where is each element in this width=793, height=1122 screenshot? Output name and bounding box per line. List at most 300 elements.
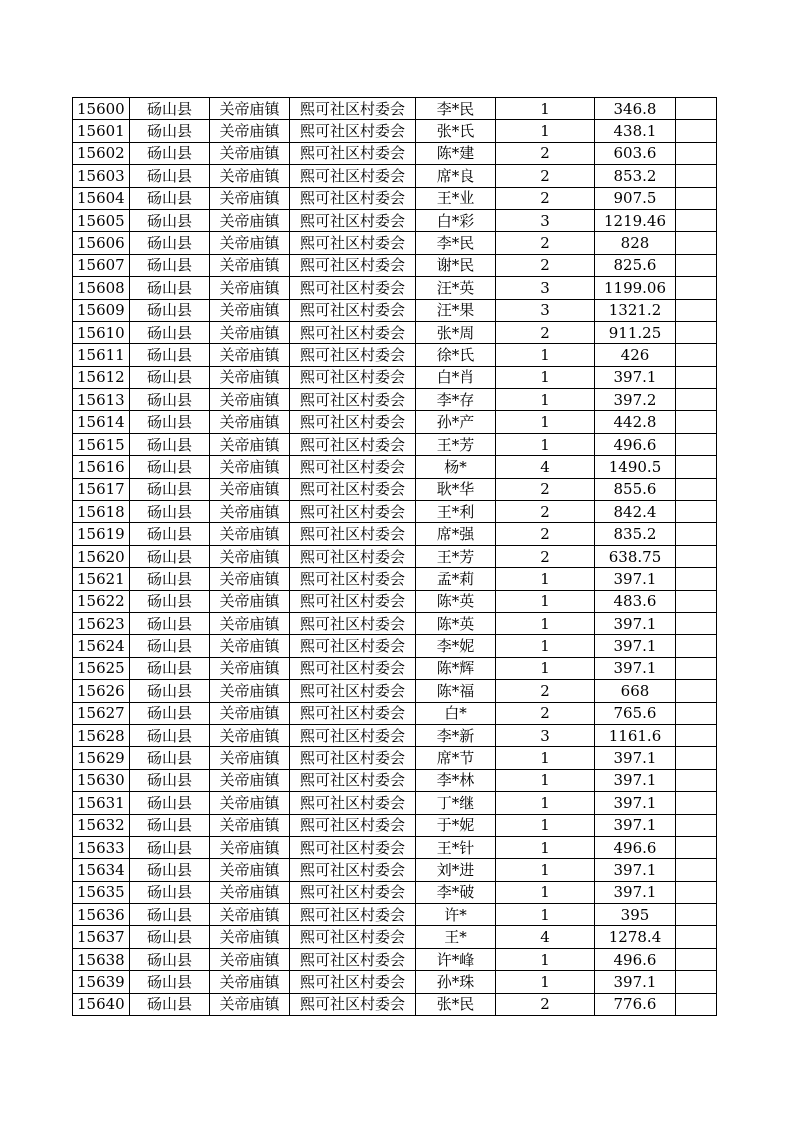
county-cell: 砀山县 xyxy=(130,993,210,1015)
town-cell: 关帝庙镇 xyxy=(210,680,290,702)
record-id-cell: 15624 xyxy=(73,635,130,657)
table-row xyxy=(73,433,717,455)
household-count-cell: 1 xyxy=(496,769,595,791)
household-count-cell: 1 xyxy=(496,366,595,388)
county-cell: 砀山县 xyxy=(130,747,210,769)
record-id-cell: 15621 xyxy=(73,568,130,590)
table-row xyxy=(73,814,717,836)
table-row xyxy=(73,747,717,769)
table-row xyxy=(73,590,717,612)
name-cell: 王* xyxy=(416,926,496,948)
note-cell xyxy=(676,344,717,366)
town-cell: 关帝庙镇 xyxy=(210,366,290,388)
village-cell: 熙可社区村委会 xyxy=(290,209,416,231)
record-id-cell: 15627 xyxy=(73,702,130,724)
town-cell: 关帝庙镇 xyxy=(210,612,290,634)
name-cell: 谢*民 xyxy=(416,254,496,276)
household-count-cell: 3 xyxy=(496,277,595,299)
table-row xyxy=(73,881,717,903)
note-cell xyxy=(676,254,717,276)
amount-cell: 825.6 xyxy=(595,254,676,276)
amount-cell: 397.1 xyxy=(595,612,676,634)
table-row xyxy=(73,366,717,388)
amount-cell: 1199.06 xyxy=(595,277,676,299)
household-count-cell: 1 xyxy=(496,568,595,590)
town-cell: 关帝庙镇 xyxy=(210,433,290,455)
village-cell: 熙可社区村委会 xyxy=(290,389,416,411)
amount-cell: 835.2 xyxy=(595,523,676,545)
name-cell: 陈*建 xyxy=(416,142,496,164)
county-cell: 砀山县 xyxy=(130,926,210,948)
amount-cell: 397.1 xyxy=(595,971,676,993)
record-id-cell: 15635 xyxy=(73,881,130,903)
name-cell: 许* xyxy=(416,904,496,926)
county-cell: 砀山县 xyxy=(130,568,210,590)
record-id-cell: 15623 xyxy=(73,612,130,634)
village-cell: 熙可社区村委会 xyxy=(290,680,416,702)
name-cell: 杨* xyxy=(416,456,496,478)
name-cell: 王*利 xyxy=(416,501,496,523)
village-cell: 熙可社区村委会 xyxy=(290,568,416,590)
county-cell: 砀山县 xyxy=(130,389,210,411)
amount-cell: 853.2 xyxy=(595,165,676,187)
household-count-cell: 2 xyxy=(496,321,595,343)
name-cell: 席*节 xyxy=(416,747,496,769)
table-row xyxy=(73,232,717,254)
record-id-cell: 15609 xyxy=(73,299,130,321)
county-cell: 砀山县 xyxy=(130,277,210,299)
record-id-cell: 15628 xyxy=(73,724,130,746)
town-cell: 关帝庙镇 xyxy=(210,277,290,299)
note-cell xyxy=(676,478,717,500)
table-row xyxy=(73,545,717,567)
table-row xyxy=(73,904,717,926)
county-cell: 砀山县 xyxy=(130,433,210,455)
table-row xyxy=(73,277,717,299)
amount-cell: 842.4 xyxy=(595,501,676,523)
town-cell: 关帝庙镇 xyxy=(210,836,290,858)
table-row xyxy=(73,948,717,970)
amount-cell: 438.1 xyxy=(595,120,676,142)
amount-cell: 397.1 xyxy=(595,747,676,769)
name-cell: 李*新 xyxy=(416,724,496,746)
county-cell: 砀山县 xyxy=(130,635,210,657)
name-cell: 王*针 xyxy=(416,836,496,858)
village-cell: 熙可社区村委会 xyxy=(290,702,416,724)
record-id-cell: 15606 xyxy=(73,232,130,254)
county-cell: 砀山县 xyxy=(130,142,210,164)
amount-cell: 1161.6 xyxy=(595,724,676,746)
town-cell: 关帝庙镇 xyxy=(210,993,290,1015)
village-cell: 熙可社区村委会 xyxy=(290,232,416,254)
county-cell: 砀山县 xyxy=(130,299,210,321)
table-row xyxy=(73,456,717,478)
name-cell: 李*民 xyxy=(416,232,496,254)
amount-cell: 638.75 xyxy=(595,545,676,567)
household-count-cell: 2 xyxy=(496,254,595,276)
county-cell: 砀山县 xyxy=(130,881,210,903)
table-row xyxy=(73,501,717,523)
town-cell: 关帝庙镇 xyxy=(210,769,290,791)
town-cell: 关帝庙镇 xyxy=(210,724,290,746)
note-cell xyxy=(676,456,717,478)
village-cell: 熙可社区村委会 xyxy=(290,366,416,388)
table-row xyxy=(73,836,717,858)
record-id-cell: 15640 xyxy=(73,993,130,1015)
county-cell: 砀山县 xyxy=(130,836,210,858)
table-row xyxy=(73,165,717,187)
table-row xyxy=(73,993,717,1015)
note-cell xyxy=(676,142,717,164)
village-cell: 熙可社区村委会 xyxy=(290,904,416,926)
town-cell: 关帝庙镇 xyxy=(210,635,290,657)
table-row xyxy=(73,792,717,814)
county-cell: 砀山县 xyxy=(130,545,210,567)
record-id-cell: 15626 xyxy=(73,680,130,702)
household-count-cell: 1 xyxy=(496,814,595,836)
household-count-cell: 1 xyxy=(496,433,595,455)
note-cell xyxy=(676,501,717,523)
name-cell: 陈*英 xyxy=(416,590,496,612)
town-cell: 关帝庙镇 xyxy=(210,523,290,545)
name-cell: 张*氏 xyxy=(416,120,496,142)
county-cell: 砀山县 xyxy=(130,590,210,612)
record-id-cell: 15603 xyxy=(73,165,130,187)
record-id-cell: 15611 xyxy=(73,344,130,366)
county-cell: 砀山县 xyxy=(130,165,210,187)
table-row xyxy=(73,769,717,791)
note-cell xyxy=(676,433,717,455)
note-cell xyxy=(676,635,717,657)
amount-cell: 855.6 xyxy=(595,478,676,500)
name-cell: 于*妮 xyxy=(416,814,496,836)
village-cell: 熙可社区村委会 xyxy=(290,836,416,858)
table-row xyxy=(73,612,717,634)
table-row xyxy=(73,478,717,500)
record-id-cell: 15612 xyxy=(73,366,130,388)
record-id-cell: 15604 xyxy=(73,187,130,209)
name-cell: 王*业 xyxy=(416,187,496,209)
county-cell: 砀山县 xyxy=(130,904,210,926)
village-cell: 熙可社区村委会 xyxy=(290,612,416,634)
household-count-cell: 2 xyxy=(496,545,595,567)
table-row xyxy=(73,389,717,411)
county-cell: 砀山县 xyxy=(130,456,210,478)
county-cell: 砀山县 xyxy=(130,501,210,523)
county-cell: 砀山县 xyxy=(130,948,210,970)
note-cell xyxy=(676,702,717,724)
town-cell: 关帝庙镇 xyxy=(210,814,290,836)
village-cell: 熙可社区村委会 xyxy=(290,344,416,366)
town-cell: 关帝庙镇 xyxy=(210,859,290,881)
name-cell: 李*破 xyxy=(416,881,496,903)
county-cell: 砀山县 xyxy=(130,98,210,120)
note-cell xyxy=(676,747,717,769)
household-count-cell: 2 xyxy=(496,478,595,500)
town-cell: 关帝庙镇 xyxy=(210,120,290,142)
amount-cell: 603.6 xyxy=(595,142,676,164)
amount-cell: 395 xyxy=(595,904,676,926)
village-cell: 熙可社区村委会 xyxy=(290,433,416,455)
record-id-cell: 15622 xyxy=(73,590,130,612)
name-cell: 孙*产 xyxy=(416,411,496,433)
town-cell: 关帝庙镇 xyxy=(210,389,290,411)
table-row xyxy=(73,635,717,657)
table-row xyxy=(73,321,717,343)
village-cell: 熙可社区村委会 xyxy=(290,501,416,523)
amount-cell: 496.6 xyxy=(595,433,676,455)
table-row xyxy=(73,254,717,276)
table-row xyxy=(73,411,717,433)
household-count-cell: 1 xyxy=(496,411,595,433)
household-count-cell: 1 xyxy=(496,904,595,926)
note-cell xyxy=(676,971,717,993)
village-cell: 熙可社区村委会 xyxy=(290,747,416,769)
note-cell xyxy=(676,590,717,612)
county-cell: 砀山县 xyxy=(130,612,210,634)
name-cell: 汪*英 xyxy=(416,277,496,299)
town-cell: 关帝庙镇 xyxy=(210,926,290,948)
table-row xyxy=(73,568,717,590)
note-cell xyxy=(676,277,717,299)
table-row xyxy=(73,142,717,164)
note-cell xyxy=(676,881,717,903)
amount-cell: 668 xyxy=(595,680,676,702)
table-row xyxy=(73,724,717,746)
record-id-cell: 15637 xyxy=(73,926,130,948)
county-cell: 砀山县 xyxy=(130,859,210,881)
village-cell: 熙可社区村委会 xyxy=(290,120,416,142)
name-cell: 席*良 xyxy=(416,165,496,187)
village-cell: 熙可社区村委会 xyxy=(290,993,416,1015)
note-cell xyxy=(676,724,717,746)
record-id-cell: 15600 xyxy=(73,98,130,120)
village-cell: 熙可社区村委会 xyxy=(290,926,416,948)
county-cell: 砀山县 xyxy=(130,680,210,702)
note-cell xyxy=(676,657,717,679)
record-id-cell: 15625 xyxy=(73,657,130,679)
village-cell: 熙可社区村委会 xyxy=(290,142,416,164)
town-cell: 关帝庙镇 xyxy=(210,254,290,276)
note-cell xyxy=(676,209,717,231)
name-cell: 白*彩 xyxy=(416,209,496,231)
amount-cell: 397.1 xyxy=(595,792,676,814)
amount-cell: 1490.5 xyxy=(595,456,676,478)
amount-cell: 496.6 xyxy=(595,948,676,970)
record-id-cell: 15601 xyxy=(73,120,130,142)
table-row xyxy=(73,344,717,366)
village-cell: 熙可社区村委会 xyxy=(290,523,416,545)
village-cell: 熙可社区村委会 xyxy=(290,971,416,993)
amount-cell: 496.6 xyxy=(595,836,676,858)
household-count-cell: 1 xyxy=(496,344,595,366)
county-cell: 砀山县 xyxy=(130,814,210,836)
amount-cell: 911.25 xyxy=(595,321,676,343)
amount-cell: 397.1 xyxy=(595,366,676,388)
household-count-cell: 1 xyxy=(496,859,595,881)
county-cell: 砀山县 xyxy=(130,366,210,388)
name-cell: 陈*辉 xyxy=(416,657,496,679)
household-count-cell: 1 xyxy=(496,389,595,411)
record-id-cell: 15638 xyxy=(73,948,130,970)
note-cell xyxy=(676,187,717,209)
household-count-cell: 1 xyxy=(496,881,595,903)
household-count-cell: 1 xyxy=(496,836,595,858)
name-cell: 张*民 xyxy=(416,993,496,1015)
record-id-cell: 15608 xyxy=(73,277,130,299)
amount-cell: 442.8 xyxy=(595,411,676,433)
name-cell: 王*芳 xyxy=(416,433,496,455)
relief-register-table xyxy=(72,97,717,1016)
note-cell xyxy=(676,904,717,926)
village-cell: 熙可社区村委会 xyxy=(290,321,416,343)
village-cell: 熙可社区村委会 xyxy=(290,411,416,433)
town-cell: 关帝庙镇 xyxy=(210,165,290,187)
amount-cell: 483.6 xyxy=(595,590,676,612)
amount-cell: 1278.4 xyxy=(595,926,676,948)
table-row xyxy=(73,98,717,120)
record-id-cell: 15620 xyxy=(73,545,130,567)
household-count-cell: 2 xyxy=(496,702,595,724)
town-cell: 关帝庙镇 xyxy=(210,321,290,343)
record-id-cell: 15615 xyxy=(73,433,130,455)
county-cell: 砀山县 xyxy=(130,120,210,142)
table-body xyxy=(73,98,717,1016)
town-cell: 关帝庙镇 xyxy=(210,98,290,120)
county-cell: 砀山县 xyxy=(130,344,210,366)
town-cell: 关帝庙镇 xyxy=(210,344,290,366)
name-cell: 孟*莉 xyxy=(416,568,496,590)
household-count-cell: 1 xyxy=(496,971,595,993)
town-cell: 关帝庙镇 xyxy=(210,971,290,993)
household-count-cell: 1 xyxy=(496,792,595,814)
record-id-cell: 15613 xyxy=(73,389,130,411)
record-id-cell: 15619 xyxy=(73,523,130,545)
name-cell: 白*肖 xyxy=(416,366,496,388)
household-count-cell: 1 xyxy=(496,98,595,120)
household-count-cell: 1 xyxy=(496,612,595,634)
village-cell: 熙可社区村委会 xyxy=(290,590,416,612)
household-count-cell: 2 xyxy=(496,680,595,702)
town-cell: 关帝庙镇 xyxy=(210,590,290,612)
name-cell: 陈*福 xyxy=(416,680,496,702)
note-cell xyxy=(676,859,717,881)
note-cell xyxy=(676,98,717,120)
name-cell: 李*存 xyxy=(416,389,496,411)
village-cell: 熙可社区村委会 xyxy=(290,814,416,836)
village-cell: 熙可社区村委会 xyxy=(290,254,416,276)
amount-cell: 346.8 xyxy=(595,98,676,120)
amount-cell: 828 xyxy=(595,232,676,254)
household-count-cell: 1 xyxy=(496,657,595,679)
household-count-cell: 2 xyxy=(496,523,595,545)
county-cell: 砀山县 xyxy=(130,769,210,791)
household-count-cell: 1 xyxy=(496,120,595,142)
county-cell: 砀山县 xyxy=(130,657,210,679)
record-id-cell: 15629 xyxy=(73,747,130,769)
note-cell xyxy=(676,389,717,411)
village-cell: 熙可社区村委会 xyxy=(290,478,416,500)
note-cell xyxy=(676,680,717,702)
county-cell: 砀山县 xyxy=(130,523,210,545)
name-cell: 徐*氏 xyxy=(416,344,496,366)
town-cell: 关帝庙镇 xyxy=(210,904,290,926)
town-cell: 关帝庙镇 xyxy=(210,657,290,679)
table-row xyxy=(73,187,717,209)
town-cell: 关帝庙镇 xyxy=(210,209,290,231)
household-count-cell: 2 xyxy=(496,187,595,209)
record-id-cell: 15617 xyxy=(73,478,130,500)
table-row xyxy=(73,926,717,948)
record-id-cell: 15605 xyxy=(73,209,130,231)
amount-cell: 397.1 xyxy=(595,814,676,836)
household-count-cell: 3 xyxy=(496,724,595,746)
record-id-cell: 15614 xyxy=(73,411,130,433)
name-cell: 张*周 xyxy=(416,321,496,343)
record-id-cell: 15602 xyxy=(73,142,130,164)
record-id-cell: 15607 xyxy=(73,254,130,276)
record-id-cell: 15636 xyxy=(73,904,130,926)
record-id-cell: 15616 xyxy=(73,456,130,478)
record-id-cell: 15631 xyxy=(73,792,130,814)
village-cell: 熙可社区村委会 xyxy=(290,769,416,791)
amount-cell: 776.6 xyxy=(595,993,676,1015)
town-cell: 关帝庙镇 xyxy=(210,142,290,164)
county-cell: 砀山县 xyxy=(130,321,210,343)
note-cell xyxy=(676,523,717,545)
note-cell xyxy=(676,814,717,836)
table-row xyxy=(73,120,717,142)
household-count-cell: 3 xyxy=(496,299,595,321)
note-cell xyxy=(676,411,717,433)
note-cell xyxy=(676,836,717,858)
table-row xyxy=(73,702,717,724)
record-id-cell: 15610 xyxy=(73,321,130,343)
note-cell xyxy=(676,120,717,142)
name-cell: 陈*英 xyxy=(416,612,496,634)
household-count-cell: 2 xyxy=(496,142,595,164)
note-cell xyxy=(676,165,717,187)
county-cell: 砀山县 xyxy=(130,187,210,209)
village-cell: 熙可社区村委会 xyxy=(290,98,416,120)
village-cell: 熙可社区村委会 xyxy=(290,657,416,679)
household-count-cell: 4 xyxy=(496,926,595,948)
amount-cell: 397.1 xyxy=(595,769,676,791)
village-cell: 熙可社区村委会 xyxy=(290,545,416,567)
record-id-cell: 15630 xyxy=(73,769,130,791)
village-cell: 熙可社区村委会 xyxy=(290,299,416,321)
town-cell: 关帝庙镇 xyxy=(210,747,290,769)
county-cell: 砀山县 xyxy=(130,232,210,254)
note-cell xyxy=(676,612,717,634)
name-cell: 刘*进 xyxy=(416,859,496,881)
note-cell xyxy=(676,948,717,970)
town-cell: 关帝庙镇 xyxy=(210,881,290,903)
note-cell xyxy=(676,299,717,321)
name-cell: 李*妮 xyxy=(416,635,496,657)
village-cell: 熙可社区村委会 xyxy=(290,165,416,187)
name-cell: 汪*果 xyxy=(416,299,496,321)
note-cell xyxy=(676,792,717,814)
household-count-cell: 4 xyxy=(496,456,595,478)
amount-cell: 1219.46 xyxy=(595,209,676,231)
household-count-cell: 2 xyxy=(496,993,595,1015)
name-cell: 耿*华 xyxy=(416,478,496,500)
table-row xyxy=(73,657,717,679)
village-cell: 熙可社区村委会 xyxy=(290,948,416,970)
name-cell: 席*强 xyxy=(416,523,496,545)
household-count-cell: 2 xyxy=(496,232,595,254)
